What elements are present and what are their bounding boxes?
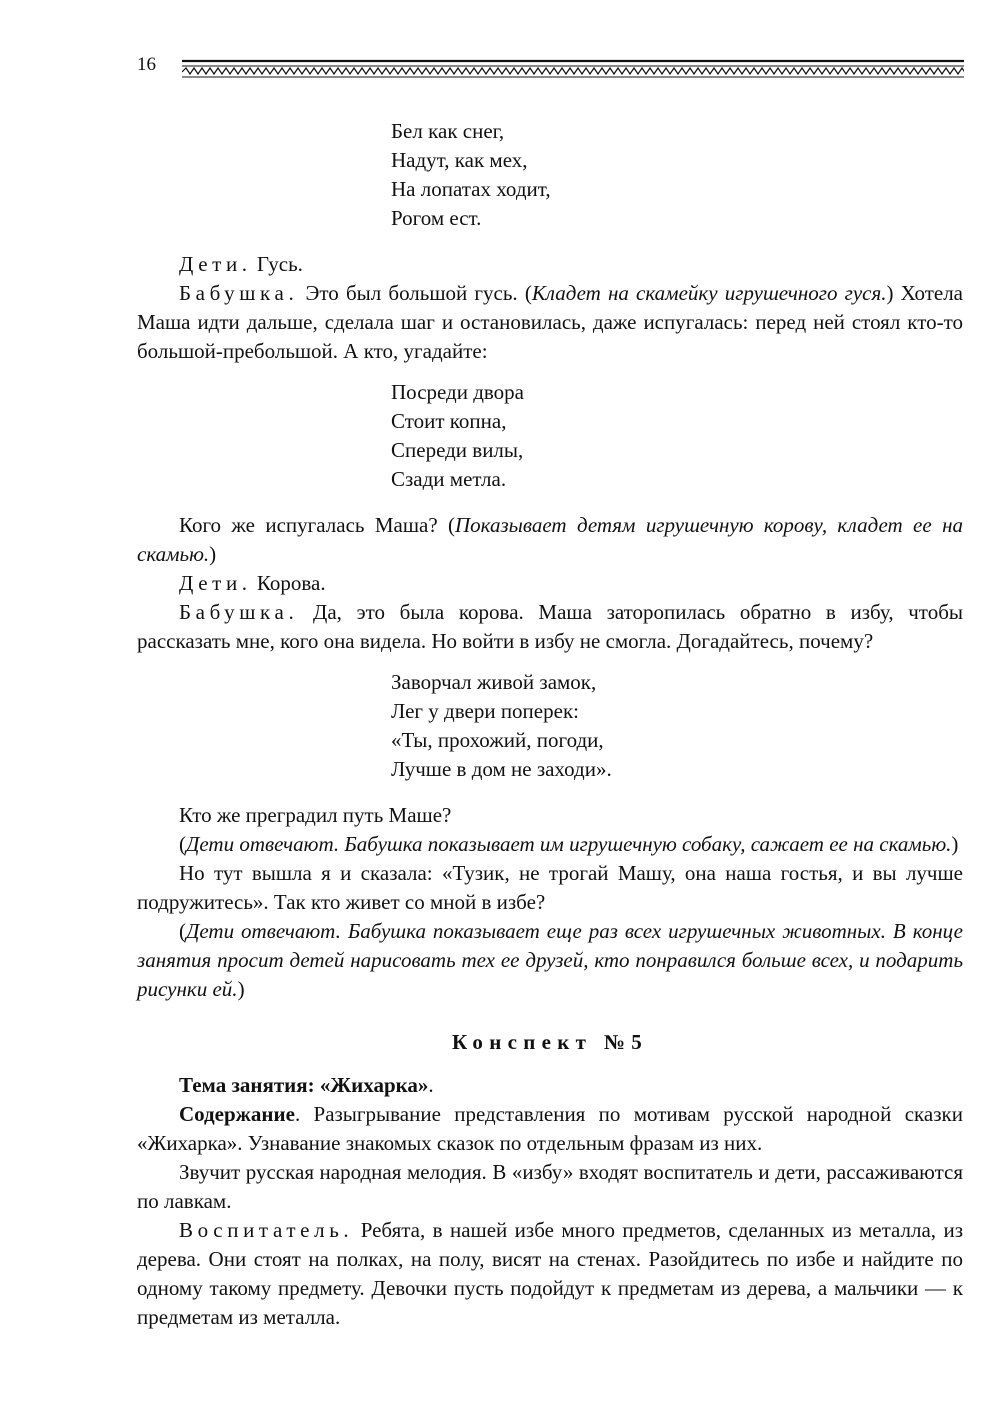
stage-direction: Дети отвечают. Бабушка показывает еще раз всех игрушечных животных. В конце занятия просит детей нарисовать тех ее друзей, кто понравился больше всех, и подарить рисунки ей. <box>137 919 963 1001</box>
stage-direction: Кладет на скамейку игрушечного гуся. <box>531 281 887 305</box>
paragraph <box>137 1071 963 1100</box>
poem-line: Стоит копна, <box>391 409 507 433</box>
poem-line: Заворчал живой замок, <box>391 670 597 694</box>
paragraph-text: Звучит русская народная мелодия. В «избу» входят воспитатель и дети, рассаживаются по лавкам. <box>137 1160 963 1213</box>
paragraph-text: Кого же испугалась Маша? ( <box>179 513 456 537</box>
paragraph-text: Гусь. <box>251 252 303 276</box>
paragraph-text: Корова. <box>251 571 326 595</box>
poem-line: На лопатах ходит, <box>391 177 551 201</box>
poem-line: Спереди вилы, <box>391 438 524 462</box>
poem-riddle-goose <box>391 117 963 233</box>
speaker-label: Воспитатель. <box>179 1218 354 1242</box>
paragraph <box>137 1216 963 1332</box>
bold-label: Тема занятия: «Жихарка» <box>179 1073 429 1097</box>
speaker-label: Дети. <box>179 252 252 276</box>
paragraph <box>137 859 963 917</box>
paragraph <box>137 917 963 1004</box>
paragraph <box>137 1158 963 1216</box>
paragraph-text: Кто же преградил путь Маше? <box>179 803 452 827</box>
paragraph <box>137 569 963 598</box>
paragraph <box>137 250 963 279</box>
speaker-label: Бабушка. <box>179 281 299 305</box>
poem-line: «Ты, прохожий, погоди, <box>391 728 604 752</box>
poem-riddle-cow <box>391 378 963 494</box>
paragraph-text: ) <box>209 542 217 566</box>
speaker-label: Дети. <box>179 571 252 595</box>
paragraph <box>137 511 963 569</box>
paragraph-text: ) <box>237 977 245 1001</box>
poem-line: Посреди двора <box>391 380 525 404</box>
paragraph <box>137 598 963 656</box>
page-body <box>137 113 963 1332</box>
paragraph <box>137 1100 963 1158</box>
stage-direction: Дети отвечают. Бабушка показывает им игрушечную собаку, сажает ее на скамью. <box>186 832 952 856</box>
paragraph-text: Это был большой гусь. ( <box>298 281 532 305</box>
section-heading: Конспект №5 <box>451 1030 649 1054</box>
paragraph-text: . <box>428 1073 434 1097</box>
paragraph-text: ( <box>179 919 186 943</box>
paragraph <box>137 801 963 830</box>
paragraph <box>137 279 963 366</box>
paragraph-text: Да, это была корова. Маша заторопилась обратно в избу, чтобы рассказать мне, кого она видела. Но войти в избу не смогла. Догадайтесь, почему? <box>137 600 963 653</box>
stage-direction: Показывает детям игрушечную корову, кладет ее на скамью. <box>137 513 963 566</box>
paragraph-text: Но тут вышла я и сказала: «Тузик, не трогай Машу, она наша гостья, и вы лучше подружитесь». Так кто живет со мной в избе? <box>137 861 963 914</box>
paragraph-text: ( <box>179 832 186 856</box>
poem-line: Сзади метла. <box>391 467 507 491</box>
poem-line: Рогом ест. <box>391 206 482 230</box>
poem-line: Бел как снег, <box>391 119 505 143</box>
poem-line: Надут, как мех, <box>391 148 528 172</box>
paragraph-text: Ребята, в нашей избе много предметов, сделанных из металла, из дерева. Они стоят на полках, на полу, висят на стенах. Разойдитесь по избе и найдите по одному такому предмету. Девочки пусть подойдут к предметам из дерева, а мальчики — к предметам из металла. <box>137 1218 963 1329</box>
poem-riddle-dog <box>391 668 963 784</box>
bold-label: Содержание <box>179 1102 295 1126</box>
paragraph-text: . Разыгрывание представления по мотивам русской народной сказки «Жихарка». Узнавание знакомых сказок по отдельным фразам из них. <box>137 1102 963 1155</box>
paragraph-text: ) Хотела Маша идти дальше, сделала шаг и остановилась, даже испугалась: перед ней стоял кто-то большой-пребольшой. А кто, угадайте: <box>137 281 964 363</box>
poem-line: Лег у двери поперек: <box>391 699 579 723</box>
paragraph <box>137 830 963 859</box>
page-number: 16 <box>137 54 156 75</box>
paragraph-text: ) <box>951 832 959 856</box>
speaker-label: Бабушка. <box>179 600 299 624</box>
ornament-divider <box>182 58 964 80</box>
poem-line: Лучше в дом не заходи». <box>391 757 612 781</box>
